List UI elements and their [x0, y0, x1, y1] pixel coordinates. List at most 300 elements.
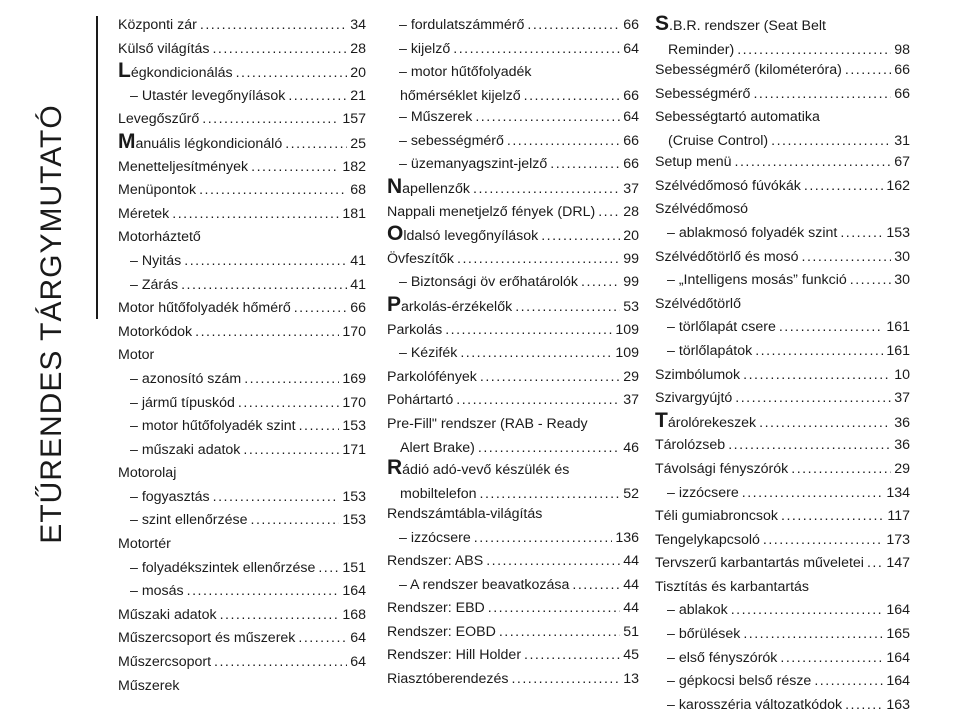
index-entry: [655, 623, 910, 647]
index-line: [387, 597, 639, 621]
index-line: [655, 576, 910, 600]
page-number[interactable]: 109: [615, 321, 639, 338]
index-line: [655, 408, 910, 436]
page-number[interactable]: 163: [886, 696, 910, 713]
entry-label: [118, 462, 176, 486]
entry-label: [387, 389, 453, 413]
section-letter: R: [387, 455, 403, 479]
entry-text: Motor hűtőfolyadék hőmérő: [118, 300, 291, 317]
page-number[interactable]: 164: [886, 673, 910, 690]
page-number[interactable]: 173: [886, 531, 910, 548]
page-number[interactable]: 44: [623, 553, 639, 570]
dot-leader: [781, 505, 884, 529]
page-number[interactable]: 13: [623, 671, 639, 688]
entry-label: [387, 550, 483, 574]
entry-label: [130, 580, 184, 604]
entry-text: Motor: [118, 347, 155, 364]
dot-leader: [445, 319, 612, 343]
entry-label: [655, 387, 732, 411]
index-entry: [387, 455, 639, 503]
entry-text-continued: mobiltelefon: [400, 485, 477, 502]
dot-leader: [285, 133, 347, 157]
entry-label: [118, 108, 199, 132]
index-line: [387, 455, 639, 483]
index-entry: [118, 344, 366, 368]
index-line: [118, 14, 366, 38]
index-entry: [118, 274, 366, 298]
dot-leader: [236, 62, 348, 86]
page-number[interactable]: 41: [350, 276, 366, 293]
page-number[interactable]: 36: [894, 414, 910, 431]
page-number[interactable]: 10: [894, 366, 910, 383]
index-line: [387, 153, 639, 177]
index-line: [118, 462, 366, 486]
page-number[interactable]: 169: [342, 370, 366, 387]
dot-leader: [251, 509, 340, 533]
index-entry: [387, 248, 639, 272]
entry-text: Szélvédőtörlő: [655, 295, 741, 312]
index-entry: [118, 108, 366, 132]
index-entry: [118, 604, 366, 628]
page-number[interactable]: 181: [342, 205, 366, 222]
page-number[interactable]: 41: [350, 252, 366, 269]
page-number[interactable]: 45: [623, 647, 639, 664]
index-entry: [118, 368, 366, 392]
page-number[interactable]: 109: [615, 345, 639, 362]
index-entry: [655, 83, 910, 107]
page-number[interactable]: 99: [623, 274, 639, 291]
index-line: [387, 574, 639, 598]
index-entry: [118, 203, 366, 227]
page-number[interactable]: 164: [886, 649, 910, 666]
page-number[interactable]: 164: [886, 602, 910, 619]
index-entry: [387, 153, 639, 177]
index-entry: [655, 293, 910, 317]
dot-leader: [728, 434, 891, 458]
page-number[interactable]: 66: [623, 132, 639, 149]
page-number[interactable]: 165: [886, 626, 910, 643]
index-line: [655, 458, 910, 482]
entry-text: Övfeszítők: [387, 250, 455, 267]
dot-leader: [195, 321, 339, 345]
entry-label: [655, 198, 748, 222]
entry-text: arkolás-érzékelők: [401, 298, 513, 315]
index-entry: [118, 38, 366, 62]
page-number[interactable]: 67: [894, 154, 910, 171]
index-line: [118, 415, 366, 439]
page-number[interactable]: 182: [342, 158, 366, 175]
dot-leader: [486, 550, 620, 574]
section-letter: P: [387, 292, 402, 316]
index-line: [655, 670, 910, 694]
entry-text: Pre-Fill" rendszer (RAB - Ready: [387, 415, 588, 432]
section-letter: M: [118, 129, 136, 153]
entry-label: [655, 364, 740, 388]
index-entry: [655, 576, 910, 600]
index-line: [387, 201, 639, 225]
dot-leader: [598, 201, 620, 225]
entry-label: [118, 156, 248, 180]
index-line: [118, 226, 366, 250]
dot-leader: [735, 151, 892, 175]
index-line: [118, 439, 366, 463]
index-line: [655, 387, 910, 411]
index-line: [655, 599, 910, 623]
index-line: [118, 368, 366, 392]
index-entry: [655, 316, 910, 340]
entry-text: Levegőszűrő: [118, 111, 200, 128]
entry-label: [667, 599, 728, 623]
entry-text-continued: hőmérséklet kijelző: [400, 87, 521, 104]
dot-leader: [181, 274, 347, 298]
index-entry: [387, 14, 639, 38]
index-line: [387, 527, 639, 551]
dot-leader: [791, 458, 891, 482]
dot-leader: [251, 156, 339, 180]
index-line: [118, 156, 366, 180]
entry-label: [387, 668, 508, 692]
page-number[interactable]: 34: [350, 17, 366, 33]
dot-leader: [742, 482, 884, 506]
entry-text: Menüpontok: [118, 182, 197, 199]
index-entry: [387, 130, 639, 154]
index-line: [118, 627, 366, 651]
entry-label: [655, 505, 778, 529]
entry-label: [399, 38, 450, 62]
dot-leader: [541, 225, 620, 249]
entry-label: [387, 201, 595, 225]
dot-leader: [244, 368, 339, 392]
page-number[interactable]: 30: [894, 248, 910, 265]
section-letter: L: [118, 59, 131, 83]
index-entry: [387, 597, 639, 621]
entry-label: [399, 130, 504, 154]
dot-leader: [220, 604, 340, 628]
index-line: [655, 59, 910, 83]
entry-text: Távolsági fényszórók: [655, 460, 789, 477]
index-line: [655, 151, 910, 175]
page-number[interactable]: 44: [623, 600, 639, 617]
page-number[interactable]: 64: [623, 40, 639, 57]
page-number[interactable]: 153: [342, 512, 366, 529]
entry-label: [130, 392, 235, 416]
entry-text: Parkolófények: [387, 368, 477, 385]
dot-leader: [294, 297, 348, 321]
page-number[interactable]: 66: [623, 156, 639, 173]
page-number[interactable]: 20: [350, 65, 366, 82]
index-line: [655, 83, 910, 107]
entry-label: [130, 439, 240, 463]
entry-text: Rendszer: EOBD: [387, 623, 496, 640]
section-letter: S: [655, 12, 670, 35]
index-line: [655, 222, 910, 246]
index-line: [387, 248, 639, 272]
index-entry: [118, 415, 366, 439]
entry-label: [130, 85, 285, 109]
dot-leader: [753, 83, 891, 107]
dot-leader: [473, 178, 620, 202]
page-number[interactable]: 164: [342, 583, 366, 600]
dot-leader: [743, 623, 883, 647]
index-entry: [655, 482, 910, 506]
page-number[interactable]: 37: [894, 390, 910, 407]
index-entry: [655, 647, 910, 671]
dot-leader: [214, 651, 347, 675]
entry-text-continued: Alert Brake): [400, 439, 475, 456]
entry-label: [118, 179, 196, 203]
entry-text: – azonosító szám: [130, 370, 242, 387]
entry-label: [655, 83, 750, 107]
index-line: [118, 392, 366, 416]
dot-leader: [478, 437, 620, 461]
entry-label: [130, 250, 181, 274]
page-number[interactable]: 136: [615, 529, 639, 546]
page-number[interactable]: 37: [623, 180, 639, 197]
entry-text: – Műszerek: [399, 109, 473, 126]
page-number[interactable]: 151: [342, 559, 366, 576]
page-number[interactable]: 52: [623, 485, 639, 502]
entry-text-continued: Reminder): [668, 41, 735, 58]
page-number[interactable]: 98: [894, 41, 910, 58]
index-entry: [655, 387, 910, 411]
page-number[interactable]: 29: [894, 460, 910, 477]
entry-label: [387, 644, 521, 668]
index-column-2: [387, 14, 639, 692]
page-number[interactable]: 161: [886, 319, 910, 336]
entry-label: [118, 533, 171, 557]
dot-leader: [731, 599, 884, 623]
dot-leader: [213, 486, 340, 510]
page-number[interactable]: 157: [342, 111, 366, 128]
index-entry: [655, 458, 910, 482]
dot-leader: [527, 14, 620, 38]
entry-label: [655, 106, 820, 130]
entry-label: [118, 651, 211, 675]
entry-text: – Zárás: [130, 276, 179, 293]
page-number[interactable]: 36: [894, 437, 910, 454]
index-entry: [655, 106, 910, 151]
index-entry: [655, 408, 910, 435]
index-line: [118, 321, 366, 345]
entry-text: Motorolaj: [118, 465, 177, 482]
page-number[interactable]: 161: [886, 342, 910, 359]
entry-text: – A rendszer beavatkozása: [399, 576, 570, 593]
page-number[interactable]: 68: [350, 182, 366, 199]
entry-text: apellenzők: [402, 180, 471, 197]
index-line: [655, 482, 910, 506]
entry-label: [118, 203, 169, 227]
page-number[interactable]: 30: [894, 272, 910, 289]
index-entry: [387, 389, 639, 413]
entry-text: Szivargyújtó: [655, 390, 733, 407]
page-number[interactable]: 66: [894, 62, 910, 78]
entry-label: [130, 368, 241, 392]
entry-text: ldalsó levegőnyílások: [403, 228, 539, 245]
entry-label: [118, 38, 209, 62]
page-number[interactable]: 28: [623, 203, 639, 220]
page-number[interactable]: 66: [894, 85, 910, 102]
index-line: [655, 529, 910, 553]
index-entry: [118, 321, 366, 345]
entry-label: [118, 129, 283, 157]
index-entry: [387, 644, 639, 668]
dot-leader: [200, 14, 347, 38]
page-number[interactable]: 170: [342, 394, 366, 411]
dot-leader: [845, 59, 891, 83]
entry-label: [667, 269, 847, 293]
index-line: [118, 344, 366, 368]
page-number[interactable]: 171: [342, 441, 366, 458]
page-number[interactable]: 170: [342, 323, 366, 340]
index-line: [655, 552, 910, 576]
entry-text: Szélvédőmosó fúvókák: [655, 177, 801, 194]
entry-text: Sebességtartó automatika: [655, 109, 820, 126]
page-number[interactable]: 46: [623, 439, 639, 456]
index-entry: [655, 694, 910, 717]
page-number[interactable]: 153: [342, 488, 366, 505]
page-number[interactable]: 28: [350, 40, 366, 57]
entry-text: – törlőlapát csere: [667, 319, 776, 336]
entry-text: Pohártartó: [387, 392, 454, 409]
entry-label: [655, 175, 801, 199]
index-entry: [655, 246, 910, 270]
index-entry: [387, 550, 639, 574]
dot-leader: [572, 574, 620, 598]
entry-label: [655, 151, 732, 175]
entry-label: [387, 503, 542, 527]
dot-leader: [298, 627, 347, 651]
entry-label: [130, 274, 178, 298]
entry-text: árolórekeszek: [667, 414, 757, 431]
index-line: [118, 250, 366, 274]
entry-label: [387, 366, 477, 390]
dot-leader: [759, 412, 891, 436]
page-number[interactable]: 51: [623, 623, 639, 640]
index-line: [118, 129, 366, 157]
page-number[interactable]: 53: [623, 298, 639, 315]
dot-leader: [804, 175, 883, 199]
entry-label: [399, 61, 532, 85]
page-number[interactable]: 66: [350, 300, 366, 317]
index-entry: [118, 580, 366, 604]
index-entry: [655, 340, 910, 364]
page-number[interactable]: 25: [350, 135, 366, 152]
page-number[interactable]: 31: [894, 132, 910, 149]
dot-leader: [488, 597, 620, 621]
index-entry: [118, 509, 366, 533]
entry-text: Sebességmérő: [655, 85, 751, 102]
dot-leader: [763, 529, 883, 553]
dot-leader: [199, 179, 347, 203]
index-entry: [655, 505, 910, 529]
page-number[interactable]: 168: [342, 606, 366, 623]
entry-text: – jármű típuskód: [130, 394, 235, 411]
page-number[interactable]: 64: [350, 654, 366, 671]
entry-label: [118, 627, 295, 651]
entry-label: [387, 319, 442, 343]
entry-label: [655, 458, 788, 482]
page-number[interactable]: 64: [350, 630, 366, 647]
page-number[interactable]: 147: [886, 555, 910, 572]
entry-text: ádió adó-vevő készülék és: [402, 461, 570, 478]
entry-text: Motortér: [118, 536, 171, 553]
entry-text: Motorkódok: [118, 323, 193, 340]
entry-text: Központi zár: [118, 17, 197, 33]
index-entry: [387, 503, 639, 527]
page-number[interactable]: 20: [623, 228, 639, 245]
index-line: [118, 274, 366, 298]
index-line: [655, 246, 910, 270]
entry-text: Rendszámtábla-világítás: [387, 505, 543, 522]
entry-label: [655, 529, 760, 553]
dot-leader: [318, 557, 339, 581]
index-line-continuation: [387, 85, 639, 109]
page-number[interactable]: 64: [623, 109, 639, 126]
dot-leader: [457, 248, 620, 272]
entry-label: [655, 408, 757, 436]
entry-text: – folyadékszintek ellenőrzése: [130, 559, 316, 576]
entry-label: [387, 455, 570, 483]
entry-text: Parkolás: [387, 321, 443, 338]
dot-leader: [499, 621, 620, 645]
index-entry: [118, 226, 366, 250]
index-column-3: [655, 14, 910, 717]
page-number[interactable]: 134: [886, 484, 910, 501]
page-number[interactable]: 99: [623, 250, 639, 267]
page-number[interactable]: 66: [623, 17, 639, 33]
entry-label: [130, 415, 296, 439]
entry-label: [399, 153, 547, 177]
page-number[interactable]: 153: [886, 224, 910, 241]
entry-text: – fordulatszámmérő: [399, 17, 525, 33]
index-entry: [387, 106, 639, 130]
page-number[interactable]: 117: [887, 508, 910, 525]
entry-label: [667, 623, 740, 647]
index-entry: [387, 174, 639, 201]
side-title: ETŰRENDES TÁRGYMUTATÓ: [35, 104, 68, 544]
index-line: [118, 85, 366, 109]
entry-label: [118, 297, 291, 321]
page-number[interactable]: 37: [623, 392, 639, 409]
dot-leader: [743, 364, 891, 388]
index-line: [655, 647, 910, 671]
entry-text: – kijelző: [399, 40, 451, 57]
index-line: [118, 509, 366, 533]
page-number[interactable]: 44: [623, 576, 639, 593]
index-entry: [387, 292, 639, 319]
index-entry: [118, 250, 366, 274]
index-line: [655, 293, 910, 317]
index-entry: [387, 201, 639, 225]
entry-text: Motorháztető: [118, 229, 201, 246]
page-number[interactable]: 66: [623, 87, 639, 104]
entry-text: .B.R. rendszer (Seat Belt: [669, 18, 826, 34]
index-entry: [118, 179, 366, 203]
page-number[interactable]: 162: [886, 177, 910, 194]
entry-text: Külső világítás: [118, 40, 210, 57]
index-line: [118, 179, 366, 203]
index-line: [387, 550, 639, 574]
page-number[interactable]: 21: [350, 87, 366, 104]
page-number[interactable]: 153: [342, 418, 366, 435]
index-line: [655, 316, 910, 340]
dot-leader: [814, 670, 883, 694]
dot-leader: [474, 527, 613, 551]
entry-label: [387, 621, 496, 645]
entry-text: – fogyasztás: [130, 488, 210, 505]
entry-label: [667, 647, 777, 671]
page-number[interactable]: 29: [623, 368, 639, 385]
